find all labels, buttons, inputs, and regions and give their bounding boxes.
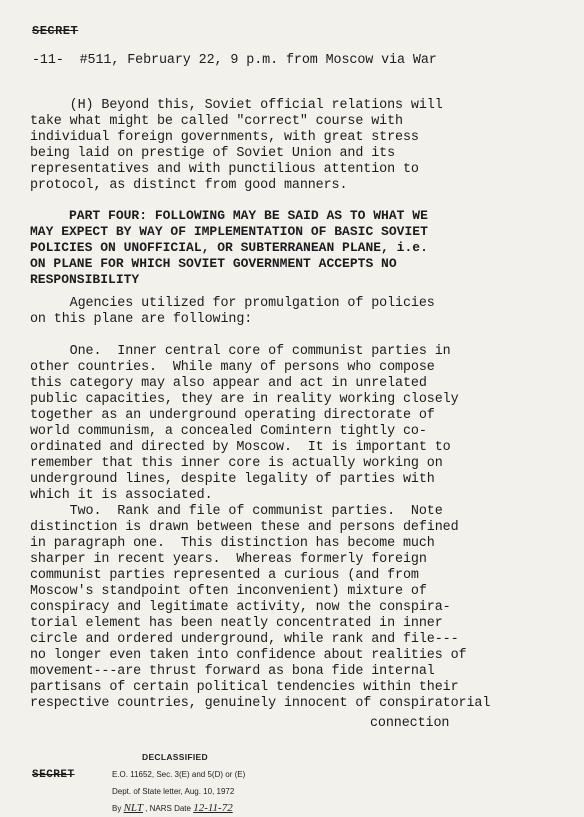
- text-line: (H) Beyond this, Soviet official relations will: [30, 98, 443, 113]
- text-line: protocol, as distinct from good manners.: [30, 178, 348, 193]
- continuation-word: connection: [370, 716, 450, 731]
- declassification-authority: E.O. 11652, Sec. 3(E) and 5(D) or (E): [112, 770, 246, 779]
- by-initials: NLT: [123, 802, 143, 814]
- text-line: torial element has been neatly concentrated in inner: [30, 616, 443, 631]
- text-line: world communism, a concealed Comintern tightly co-: [30, 424, 427, 439]
- text-line: conspiracy and legitimate activity, now the conspira-: [30, 600, 451, 615]
- text-line: take what might be called "correct" course with: [30, 114, 403, 129]
- text-line: remember that this inner core is actually working on: [30, 456, 443, 471]
- text-line: this category may also appear and act in unrelated: [30, 376, 427, 391]
- page-header: -11- #511, February 22, 9 p.m. from Moscow via War: [32, 53, 437, 68]
- text-line: RESPONSIBILITY: [30, 272, 140, 287]
- text-line: Agencies utilized for promulgation of policies: [30, 296, 435, 311]
- text-line: on this plane are following:: [30, 312, 253, 327]
- text-line: circle and ordered underground, while rank and file---: [30, 632, 459, 647]
- text-line: underground lines, despite legality of parties with: [30, 472, 435, 487]
- text-line: which it is associated.: [30, 488, 213, 503]
- text-line: sharper in recent years. Whereas formerly foreign: [30, 552, 427, 567]
- declassification-signoff: [112, 800, 245, 817]
- paragraph-one: [30, 344, 570, 504]
- part-four-heading: [30, 208, 570, 288]
- text-line: being laid on prestige of Soviet Union and its: [30, 146, 396, 161]
- declassified-title: DECLASSIFIED: [142, 752, 208, 762]
- declassification-letter: Dept. of State letter, Aug. 10, 1972: [112, 787, 235, 796]
- declassification-stamp: [112, 749, 245, 817]
- text-line: public capacities, they are in reality working closely: [30, 392, 459, 407]
- nars-date-label: , NARS Date: [145, 804, 191, 813]
- text-line: One. Inner central core of communist parties in: [30, 344, 451, 359]
- text-line: representatives and with punctilious attention to: [30, 162, 419, 177]
- text-line: partisans of certain political tendencies within their: [30, 680, 459, 695]
- text-line: together as an underground operating directorate of: [30, 408, 435, 423]
- text-line: Two. Rank and file of communist parties. Note: [30, 504, 443, 519]
- agencies-paragraph: [30, 296, 570, 328]
- text-line: MAY EXPECT BY WAY OF IMPLEMENTATION OF BASIC SOVIET: [30, 224, 428, 239]
- paragraph-h: [30, 98, 570, 194]
- text-line: movement---are thrust forward as bona fide internal: [30, 664, 435, 679]
- text-line: ON PLANE FOR WHICH SOVIET GOVERNMENT ACCEPTS NO: [30, 256, 397, 271]
- text-line: other countries. While many of persons who compose: [30, 360, 435, 375]
- by-label: By: [112, 804, 122, 813]
- text-line: no longer even taken into confidence about realities of: [30, 648, 467, 663]
- text-line: PART FOUR: FOLLOWING MAY BE SAID AS TO WHAT WE: [30, 208, 428, 223]
- text-line: POLICIES ON UNOFFICIAL, OR SUBTERRANEAN PLANE, i.e.: [30, 240, 428, 255]
- nars-date-value: 12-11-72: [193, 802, 233, 814]
- paragraph-two: [30, 504, 570, 712]
- text-line: respective countries, genuinely innocent of conspiratorial: [30, 696, 491, 711]
- classification-marking-top: SECRET: [32, 24, 79, 38]
- text-line: communist parties represented a curious (and from: [30, 568, 419, 583]
- classification-marking-bottom: SECRET: [32, 769, 75, 781]
- text-line: ordinated and directed by Moscow. It is important to: [30, 440, 451, 455]
- text-line: distinction is drawn between these and persons defined: [30, 520, 459, 535]
- text-line: Moscow's standpoint often inconvenient) mixture of: [30, 584, 427, 599]
- text-line: individual foreign governments, with great stress: [30, 130, 419, 145]
- text-line: in paragraph one. This distinction has become much: [30, 536, 435, 551]
